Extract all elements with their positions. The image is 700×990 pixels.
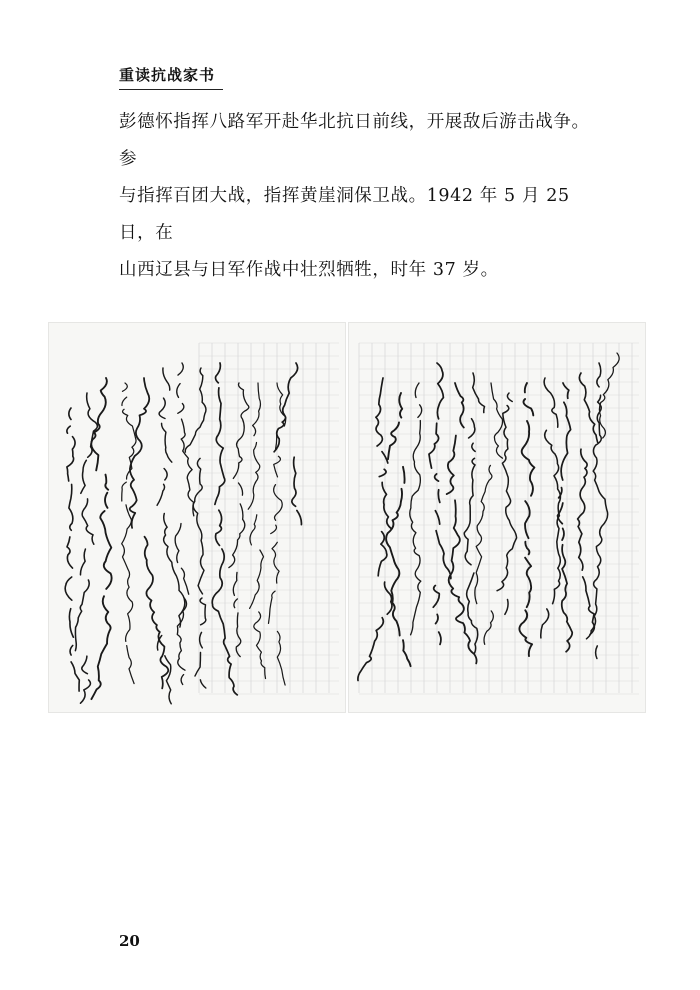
body-line-2: 与指挥百团大战，指挥黄崖洞保卫战。1942 年 5 月 25 日，在 [119,186,570,243]
body-line-3: 山西辽县与日军作战中壮烈牺牲，时年 37 岁。 [119,260,499,280]
manuscript-grid [199,343,339,694]
manuscript-grid [359,343,639,694]
letter-1-handwriting-drawing [49,323,345,712]
page-number: 20 [119,932,140,950]
handwritten-letter-page-2-image [348,322,646,713]
body-line-1: 彭德怀指挥八路军开赴华北抗日前线，开展敌后游击战争。参 [119,112,590,169]
body-paragraph [119,104,597,289]
letter-2-handwriting-drawing [349,323,645,712]
handwritten-letter-page-1-image [48,322,346,713]
running-header-title: 重读抗战家书 [119,66,216,84]
handwriting-columns [65,363,301,704]
header-underline [119,89,223,90]
